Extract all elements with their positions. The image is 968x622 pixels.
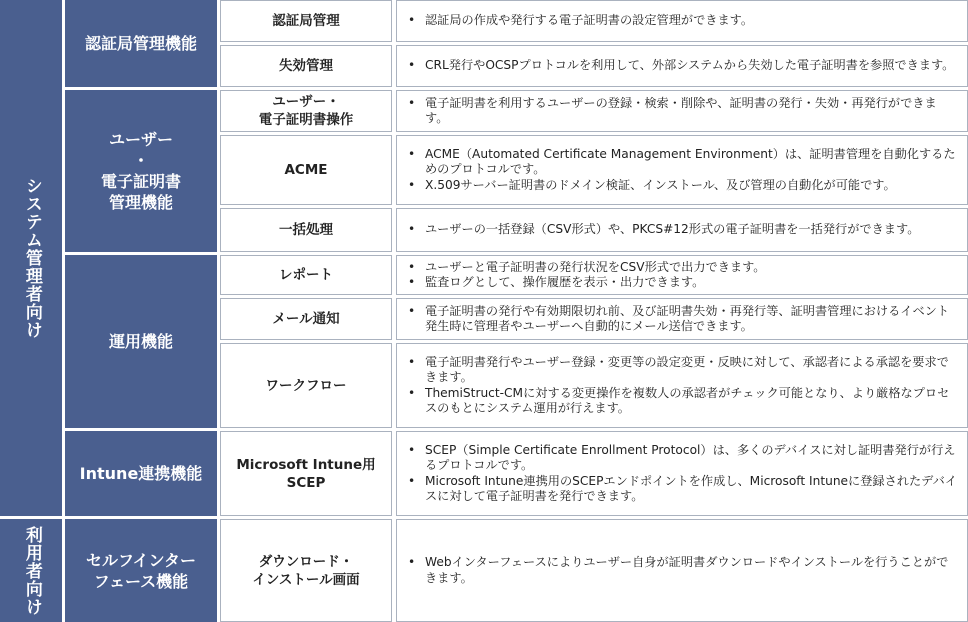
description-mail-notification xyxy=(396,298,968,340)
description-workflow xyxy=(396,343,968,428)
category-self-interface xyxy=(65,519,217,622)
category-label: 運用機能 xyxy=(108,332,173,351)
description-bullet: • 監査ログとして、操作履歴を表示・出力できます。 xyxy=(406,275,959,291)
description-bullet: • ユーザーと電子証明書の発行状況をCSV形式で出力できます。 xyxy=(406,260,959,276)
feature-revocation xyxy=(220,45,392,87)
description-bullet: • 認証局の作成や発行する電子証明書の設定管理ができます。 xyxy=(406,13,959,29)
description-bullet: • CRL発行やOCSPプロトコルを利用して、外部システムから失効した電子証明書を参照できます。 xyxy=(406,58,959,74)
description-report xyxy=(396,255,968,295)
feature-workflow xyxy=(220,343,392,428)
feature-name: Microsoft Intune用 SCEP xyxy=(236,456,376,491)
description-revocation xyxy=(396,45,968,87)
audience-system-admins xyxy=(0,0,62,516)
feature-acme xyxy=(220,135,392,205)
feature-download-install-screen xyxy=(220,519,392,622)
category-label: ユーザー ・ 電子証明書 管理機能 xyxy=(100,130,181,212)
description-bullet: • X.509サーバー証明書のドメイン検証、インストール、及び管理の自動化が可能です。 xyxy=(406,178,959,194)
description-download-install-screen xyxy=(396,519,968,622)
feature-name: レポート xyxy=(279,267,333,283)
audience-end-users xyxy=(0,519,62,622)
description-bullet: • ACME（Automated Certificate Management Environment）は、証明書管理を自動化するためのプロトコルです。 xyxy=(406,147,959,178)
description-intune-scep xyxy=(396,431,968,516)
description-user-cert-operations xyxy=(396,90,968,132)
feature-report xyxy=(220,255,392,295)
description-acme xyxy=(396,135,968,205)
description-bullet: • 電子証明書発行やユーザー登録・変更等の設定変更・反映に対して、承認者による承認を要求できます。 xyxy=(406,355,959,386)
description-bullet: • ユーザーの一括登録（CSV形式）や、PKCS#12形式の電子証明書を一括発行ができます。 xyxy=(406,222,959,238)
feature-name: メール通知 xyxy=(272,311,340,327)
feature-intune-scep xyxy=(220,431,392,516)
audience-system-label: システム管理者向け xyxy=(21,177,42,339)
feature-mail-notification xyxy=(220,298,392,340)
description-bullet: • ThemiStruct-CMに対する変更操作を複数人の承認者がチェック可能となり、より厳格なプロセスのもとにシステム運用が行えます。 xyxy=(406,386,959,417)
description-bullet: • Webインターフェースによりユーザー自身が証明書ダウンロードやインストールを行うことができます。 xyxy=(406,555,959,586)
feature-name: ユーザー・ 電子証明書操作 xyxy=(258,94,354,128)
feature-name: 認証局管理 xyxy=(272,13,340,29)
category-user-cert-management xyxy=(65,90,217,252)
feature-name: 失効管理 xyxy=(279,58,333,74)
category-label: 認証局管理機能 xyxy=(84,34,197,53)
category-ca-management xyxy=(65,0,217,87)
category-operations xyxy=(65,255,217,428)
category-intune xyxy=(65,431,217,516)
description-bulk-processing xyxy=(396,208,968,252)
feature-name: ダウンロード・ インストール画面 xyxy=(252,553,360,588)
description-bullet: • 電子証明書を利用するユーザーの登録・検索・削除や、証明書の発行・失効・再発行ができます。 xyxy=(406,96,959,127)
feature-name: ACME xyxy=(284,162,328,178)
description-ca-management xyxy=(396,0,968,42)
feature-ca-management xyxy=(220,0,392,42)
description-bullet: • 電子証明書の発行や有効期限切れ前、及び証明書失効・再発行等、証明書管理におけるイベント発生時に管理者やユーザーへ自動的にメール送信できます。 xyxy=(406,304,959,335)
feature-name: 一括処理 xyxy=(279,222,333,238)
audience-user-label: 利用者向け xyxy=(21,525,42,616)
description-bullet: • SCEP（Simple Certificate Enrollment Protocol）は、多くのデバイスに対し証明書発行が行えるプロトコルです。 xyxy=(406,443,959,474)
category-label: セルフインター フェース機能 xyxy=(86,550,196,591)
feature-bulk-processing xyxy=(220,208,392,252)
feature-name: ワークフロー xyxy=(265,377,347,394)
category-label: Intune連携機能 xyxy=(79,464,203,483)
description-bullet: • Microsoft Intune連携用のSCEPエンドポイントを作成し、Microsoft Intuneに登録されたデバイスに対して電子証明書を発行できます。 xyxy=(406,474,959,505)
feature-user-cert-operations xyxy=(220,90,392,132)
